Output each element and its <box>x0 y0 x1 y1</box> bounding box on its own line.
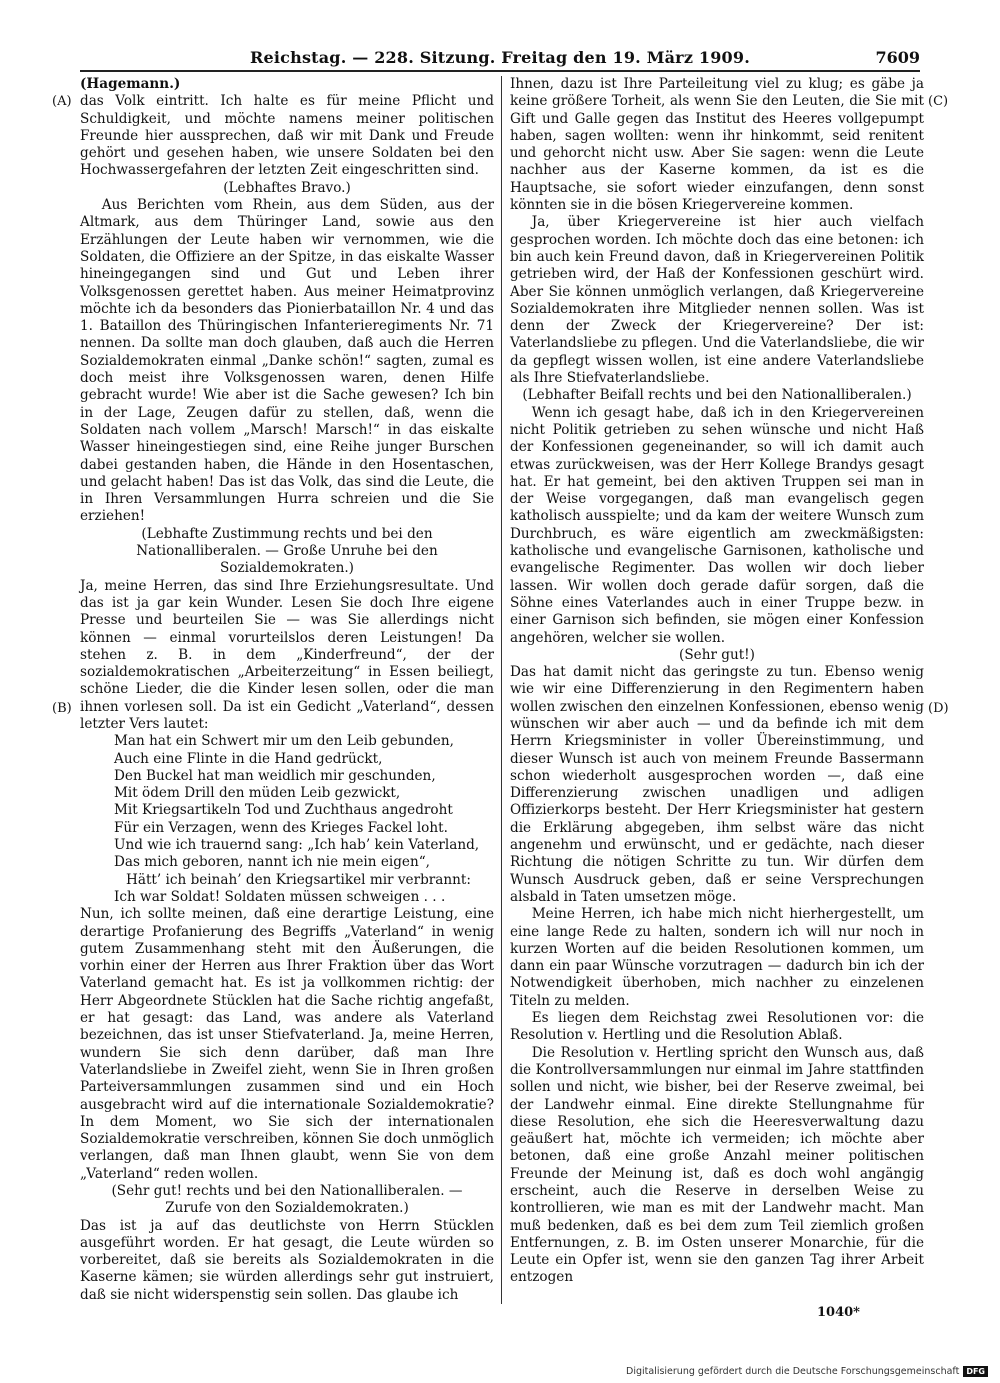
digitization-credit <box>626 1366 988 1377</box>
poem-line: Das mich geboren, nannt ich nie mein eigen“, <box>114 854 430 871</box>
interjection: (Lebhafter Beifall rechts und bei den Nationalliberalen.) <box>522 387 912 404</box>
paragraph: Aus Berichten vom Rhein, aus dem Süden, aus der Altmark, aus dem Thüringer Land, sowie aus den Erzählungen der Leute haben wir vernommen, wie die Soldaten, die Offiziere an der Spitze, in das eiskalte Wasser hineingegangen sind und Gut und Leben ihrer Volksgenossen gerettet haben. Aus meiner Heimatprovinz möchte ich da besonders das Pionierbataillon Nr. 4 und das 1. Bataillon des Thüringischen Infanterieregiments Nr. 71 nennen. Da sollte man doch glauben, daß auch die Herren Sozialdemokraten einmal „Danke schön!“ sagten, zumal es doch meist ihre Volksgenossen waren, denen Hilfe gebracht wurde! Wie aber ist die Sache gewesen? Ich bin in der Lage, Zeugen dafür zu stellen, daß, wenn die Soldaten nach vollem „Marsch! Marsch!“ in das eiskalte Wasser hineingestiegen sind, eine Reihe junger Burschen dabei gestanden haben, die Hände in den Hosentaschen, und gelacht haben! Das ist das Volk, das sind die Leute, die in Ihren Versammlungen Hurra schreien und die Sie erziehen! <box>80 197 494 525</box>
interjection: (Sehr gut! rechts und bei den Nationalliberalen. — Zurufe von den Sozialdemokraten.) <box>111 1183 463 1217</box>
header-rule <box>80 70 920 72</box>
margin-mark-b: (B) <box>52 701 72 716</box>
paragraph: Ja, meine Herren, das sind Ihre Erziehungsresultate. Und das ist ja gar kein Wunder. Lesen Sie doch Ihre eigene Presse und beurteilen Sie — was Sie allerdings nicht können — einmal vorurteilslos deren Leistungen! Da stehen z. B. in dem „Kinderfreund“, der der sozialdemokratischen „Arbeiterzeitung“ in Essen beiliegt, schöne Lieder, die die Kinder lesen sollen, oder die man ihnen vorlesen soll. Da ist ein Gedicht „Vaterland“, dessen letzter Vers lautet: <box>80 577 494 732</box>
page-number: 7609 <box>875 48 920 67</box>
poem-line: Für ein Verzagen, wenn des Krieges Fackel loht. <box>114 819 448 836</box>
poem-line: Man hat ein Schwert mir um den Leib gebunden, <box>114 733 454 750</box>
paragraph: Das hat damit nicht das geringste zu tun. Ebenso wenig wie wir eine Differenzierung in den Regimentern haben wollen zwischen den einzelnen Konfessionen, ebenso wenig wünschen wir aber auch — und da befinde ich mit dem Herrn Kriegsminister in voller Übereinstimmung, und dieser Wunsch ist auch von meinem Freunde Bassermann schon wiederholt ausgesprochen worden —, daß eine Differenzierung zwischen unadligen und adligen Offizierkorps besteht. Der Herr Kriegsminister hat gestern die Erklärung abgegeben, ihm selbst wäre das nicht angenehm und erwünscht, und er gedächte, nach dieser Richtung die nötigen Schritte zu tun. Wir dürfen dem Wunsch Ausdruck geben, daß er seine Versprechungen alsbald in Taten umsetzen möge. <box>510 664 924 905</box>
paragraph: Nun, ich sollte meinen, daß eine derartige Leistung, eine derartige Profanierung des Begriffs „Vaterland“ in wenig gutem Zusammenhang steht mit den Äußerungen, die vorhin einer der Herren aus Ihrer Fraktion über das Wort Vaterland gemacht hat. Es ist ja vollkommen richtig: der Herr Abgeordnete Stücklen hat die Sache richtig angefaßt, er hat gesagt: das Land, was andere als Vaterland bezeichnen, das ist unser Stiefvaterland. Ja, meine Herren, wundern Sie sich denn darüber, daß man Ihre Vaterlandsliebe in Zweifel zieht, wenn Sie in Ihren großen Parteiversammlungen zusammen sind und ein Hoch ausgebracht wird auf die internationale Sozialdemokratie? In dem Moment, wo Sie sich der internationalen Sozialdemokratie verschreiben, können Sie doch unmöglich verlangen, daß man Ihnen glaubt, wenn Sie von dem „Vaterland“ reden wollen. <box>80 906 494 1182</box>
left-column <box>80 76 494 1304</box>
paragraph: Meine Herren, ich habe mich nicht hierhergestellt, um eine lange Rede zu halten, sondern ich will nur noch in kurzen Worten auf die beiden Resolutionen kommen, um dann ein paar Wünsche vorzutragen — dadurch bin ich der Notwendigkeit überhoben, mich nachher zu einzelenen Titeln zu melden. <box>510 906 924 1009</box>
paragraph: Das ist ja auf das deutlichste von Herrn Stücklen ausgeführt worden. Er hat gesagt, die Leute würden so vorbereitet, daß sie bereits als Sozialdemokraten in die Kaserne kämen; sie würden allerdings sehr gut instruiert, daß sie nicht widerspenstig sein sollen. Das glaube ich <box>80 1217 494 1303</box>
interjection: (Sehr gut!) <box>679 646 755 663</box>
paragraph: Die Resolution v. Hertling spricht den Wunsch aus, daß die Kontrollversammlungen nur einmal im Jahre stattfinden sollen und nicht, wie bisher, bei der Reserve zweimal, bei der Landwehr einmal. Eine direkte Stellungnahme für diese Resolution, ehe sich die Heeresverwaltung dazu geäußert hat, möchte ich vermeiden; ich möchte aber betonen, daß eine große Anzahl meiner politischen Freunde der Meinung ist, daß es doch wohl angängig erscheint, auch die Reserve in derselben Weise zu kontrollieren, wie man es mit der Landwehr macht. Man muß bedenken, daß es bei dem zum Teil ziemlich großen Entfernungen, z. B. im Osten unserer Monarchie, für die Leute ein Opfer ist, wenn sie den ganzen Tag ihrer Arbeit entzogen <box>510 1044 924 1286</box>
signature-mark: 1040* <box>817 1305 860 1320</box>
margin-mark-a: (A) <box>52 94 72 109</box>
poem-line: Ich war Soldat! Soldaten müssen schweigen . . . <box>114 888 446 905</box>
running-title: Reichstag. — 228. Sitzung. Freitag den 19. März 1909. <box>250 48 750 67</box>
paragraph: Ja, über Kriegervereine ist hier auch vielfach gesprochen worden. Ich möchte doch das eine betonen: ich bin auch kein Freund davon, daß in Kriegervereinen Politik getrieben wird, der Haß der Konfessionen geschürt wird. Aber Sie können unmöglich verlangen, daß Kriegervereine Sozialdemokraten ihre Mitglieder nennen sollen. Was ist denn der Zweck der Kriegervereine? Der ist: Vaterlandsliebe zu pflegen. Und die Vaterlandsliebe, die wir da gepflegt wissen wollen, ist eine andere Vaterlandsliebe als Ihre Stiefvaterlandsliebe. <box>510 214 924 387</box>
margin-mark-c: (C) <box>928 94 949 109</box>
margin-mark-d: (D) <box>928 701 949 716</box>
dfg-logo-icon: DFG <box>963 1366 988 1377</box>
paragraph: Ihnen, dazu ist Ihre Parteileitung viel zu klug; es gäbe ja keine größere Torheit, als wenn Sie den Leuten, die Sie mit Gift und Galle gegen das Institut des Heeres vollgepumpt haben, sagen wollten: wenn ihr hinkommt, seid renitent und gehorcht nicht usw. Aber Sie sagen: wenn die Leute nachher aus der Kaserne kommen, da ist es die Hauptsache, sie sofort wieder einzufangen, denn sonst könnten sie in die bösen Kriegervereine kommen. <box>510 76 924 214</box>
poem-line: Hätt’ ich beinah’ den Kriegsartikel mir verbrannt: <box>126 871 471 888</box>
poem-line: Mit ödem Drill den müden Leib gezwickt, <box>114 785 401 802</box>
paragraph: Es liegen dem Reichstag zwei Resolutionen vor: die Resolution v. Hertling und die Resolution Ablaß. <box>510 1010 924 1044</box>
credit-text: Digitalisierung gefördert durch die Deutsche Forschungsgemeinschaft <box>626 1366 960 1377</box>
interjection: (Lebhaftes Bravo.) <box>223 179 351 196</box>
poem-line: Mit Kriegsartikeln Tod und Zuchthaus angedroht <box>114 802 453 819</box>
right-column <box>510 76 924 1287</box>
speaker-name: (Hagemann.) <box>80 76 181 92</box>
interjection: (Lebhafte Zustimmung rechts und bei den Nationalliberalen. — Große Unruhe bei den Sozialdemokraten.) <box>136 525 438 577</box>
paragraph: Wenn ich gesagt habe, daß ich in den Kriegervereinen nicht Politik getrieben zu sehen wünsche und nicht Haß der Konfessionen gegeneinander, so will ich damit auch etwas zurückweisen, was der Herr Kollege Brandys gesagt hat. Er hat gemeint, bei den aktiven Truppen sei man in der Weise vorgegangen, daß man evangelisch gegen katholisch ausspielte; und da kam der weitere Wunsch zum Durchbruch, es wäre eigentlich am zweckmäßigsten: katholische und evangelische Garnisonen, katholische und evangelische Regimenter. Das wollen wir doch lieber lassen. Wir wollen doch gerade dafür sorgen, daß die Söhne eines Vaterlandes auch in einer Truppe bezw. in einer Garnison sich befinden, sie mögen einer Konfession angehören, welcher sie wollen. <box>510 404 924 646</box>
poem-line: Den Buckel hat man weidlich mir geschunden, <box>114 767 436 784</box>
poem-line: Auch eine Flinte in die Hand gedrückt, <box>114 750 383 767</box>
poem-line: Und wie ich trauernd sang: „Ich hab’ kein Vaterland, <box>114 837 480 854</box>
paragraph: das Volk eintritt. Ich halte es für meine Pflicht und Schuldigkeit, und möchte namens meiner politischen Freunde hier aussprechen, daß wir mit Dank und Freude gehört und gesehen haben, wie unsere Soldaten bei den Hochwassergefahren der letzten Zeit eingeschritten sind. <box>80 93 494 179</box>
column-divider <box>501 76 502 1304</box>
running-header <box>80 48 920 70</box>
